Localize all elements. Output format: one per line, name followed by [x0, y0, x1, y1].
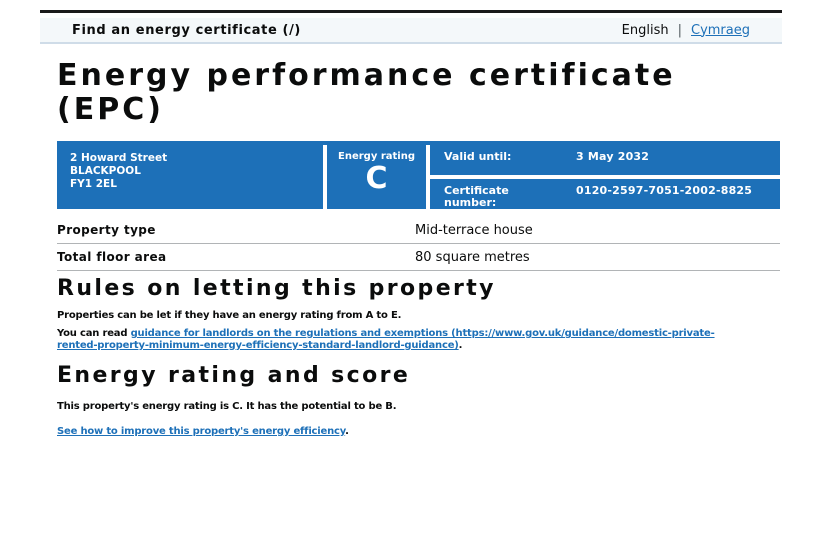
- property-type-label: Property type: [57, 223, 156, 237]
- certificate-summary-banner: [57, 141, 780, 209]
- service-name-link[interactable]: Find an energy certificate (/): [72, 22, 301, 38]
- valid-until-label: Valid until:: [444, 150, 512, 163]
- total-floor-area-value: 80 square metres: [415, 250, 530, 265]
- address-line-3: FY1 2EL: [70, 178, 117, 190]
- certificate-number-row: [430, 179, 780, 209]
- property-table: [57, 217, 780, 271]
- energy-rating-label: Energy rating: [338, 151, 415, 162]
- table-row: [57, 217, 780, 244]
- energy-rating-value: C: [365, 161, 388, 196]
- table-row: [57, 244, 780, 271]
- certificate-number-value: 0120-2597-7051-2002-8825: [576, 184, 753, 197]
- guidance-link-suffix: .: [458, 340, 463, 351]
- language-current: English: [621, 22, 669, 38]
- valid-until-row: [430, 145, 780, 175]
- address-line-2: BLACKPOOL: [70, 165, 141, 177]
- rules-paragraph: Properties can be let if they have an energy rating from A to E.: [57, 310, 402, 321]
- address-line-1: 2 Howard Street: [70, 152, 168, 164]
- energy-rating-box: [327, 145, 426, 209]
- energy-rating-paragraph: This property's energy rating is C. It has the potential to be B.: [57, 401, 397, 412]
- top-rule: [40, 10, 782, 13]
- property-type-value: Mid-terrace house: [415, 223, 533, 238]
- guidance-link-prefix: You can read: [57, 328, 131, 339]
- certificate-number-label: Certificate number:: [444, 184, 509, 209]
- rules-heading: Rules on letting this property: [57, 276, 496, 301]
- improve-efficiency-link[interactable]: See how to improve this property's energy efficiency: [57, 426, 346, 437]
- total-floor-area-label: Total floor area: [57, 250, 167, 264]
- page-title: Energy performance certificate (EPC): [57, 58, 676, 127]
- site-header: [40, 18, 782, 44]
- language-separator: |: [677, 22, 682, 38]
- guidance-paragraph: [57, 328, 747, 352]
- improve-link-suffix: .: [345, 426, 349, 437]
- landlord-guidance-link[interactable]: guidance for landlords on the regulations and exemptions (https://www.gov.uk/guidance/domestic-private-rented-property-minimum-energy-efficiency-standard-landlord-guidance): [57, 328, 715, 351]
- property-address: [57, 145, 323, 209]
- certificate-page: [57, 59, 780, 438]
- language-switcher: [622, 23, 750, 38]
- improve-paragraph: [57, 426, 780, 438]
- language-link-cymraeg[interactable]: Cymraeg: [691, 22, 750, 38]
- certificate-details: [430, 145, 780, 209]
- valid-until-value: 3 May 2032: [576, 150, 650, 163]
- energy-rating-heading: Energy rating and score: [57, 363, 411, 388]
